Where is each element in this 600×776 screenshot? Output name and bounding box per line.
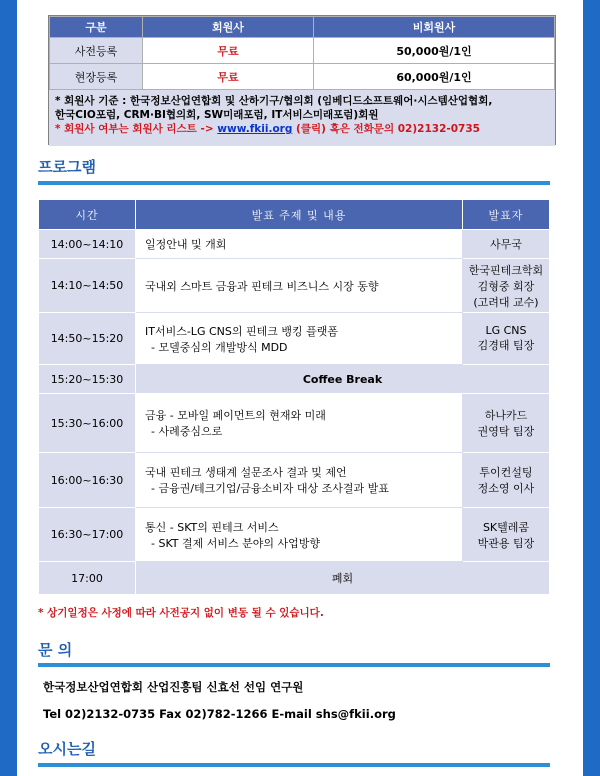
fee-row [50,64,555,90]
directions-title-underline [38,763,550,767]
session-speaker [463,259,550,313]
fee-member-price: 무료 [143,64,314,90]
fee-table-box [48,15,556,145]
speaker-line: 정소영 이사 [477,482,535,495]
speaker-line: 사무국 [490,238,522,251]
page-content [17,0,583,776]
speaker-line: 권영탁 팀장 [477,425,535,438]
table-row [39,259,550,313]
session-topic-sub: - 금융권/테크기업/금융소비자 대상 조사결과 발표 [151,482,389,495]
fee-member-price: 무료 [143,38,314,64]
table-row [39,365,550,394]
session-topic-sub: - 모델중심의 개발방식 MDD [151,340,288,354]
fee-table [49,16,555,90]
table-row [39,508,550,562]
fee-note-line: * 회원사 기준 : 한국정보산업연합회 및 산하기구/협의회 (임베디드소프트웨어·시스템산업협회, [55,95,493,107]
table-row [39,453,550,508]
session-speaker [463,230,550,259]
session-speaker [463,313,550,365]
session-topic-title: 일정안내 및 개회 [145,238,227,251]
program-title: 프로그램 [38,158,96,176]
fee-row-label: 사전등록 [50,38,143,64]
speaker-line: 김형중 회장 [477,279,535,293]
fee-header-category: 구분 [50,17,143,38]
fee-note-member-check [55,122,549,136]
session-time: 14:10~14:50 [39,259,136,313]
table-row [39,230,550,259]
session-topic [136,453,463,508]
session-time: 14:50~15:20 [39,313,136,365]
table-row [39,394,550,453]
session-topic [136,313,463,365]
inquiry-title-underline [38,663,550,667]
fee-note [49,90,555,146]
session-time: 15:30~16:00 [39,394,136,453]
session-speaker [463,453,550,508]
program-table [38,199,550,595]
fee-note-suffix: (클릭) 혹은 전화문의 02)2132-0735 [292,123,480,135]
session-topic [136,394,463,453]
session-time: 15:20~15:30 [39,365,136,394]
speaker-line: 박관용 팀장 [477,536,535,550]
coffee-break: Coffee Break [136,365,550,394]
fee-note-prefix: * 회원사 여부는 회원사 리스트 -> [55,123,218,135]
inquiry-title: 문 의 [38,641,73,659]
speaker-line: (고려대 교수) [473,295,539,309]
session-topic-title: 통신 - SKT의 핀테크 서비스 [145,520,279,534]
table-row [39,313,550,365]
speaker-line: 투이컨설팅 [479,466,533,479]
session-speaker [463,508,550,562]
session-topic [136,230,463,259]
session-topic-sub: - SKT 결제 서비스 분야의 사업방향 [151,536,321,550]
fee-note-line: 한국CIO포럼, CRM·BI협의회, SW미래포럼, IT서비스미래포럼)회원 [55,109,379,121]
session-topic-title: IT서비스-LG CNS의 핀테크 뱅킹 플랫폼 [145,324,338,338]
fkii-link[interactable]: www.fkii.org [217,123,293,135]
session-topic-title: 국내 핀테크 생태계 설문조사 결과 및 제언 [145,466,347,479]
program-header-topic: 발표 주제 및 내용 [136,200,463,230]
session-topic [136,508,463,562]
left-frame-border [0,0,17,776]
fee-row-label: 현장등록 [50,64,143,90]
right-frame-border [583,0,600,776]
inquiry-contact-info: Tel 02)2132-0735 Fax 02)782-1266 E-mail shs@fkii.org [43,707,396,721]
fee-nonmember-price: 60,000원/1인 [314,64,555,90]
session-time: 17:00 [39,562,136,595]
speaker-line: 하나카드 [484,409,528,422]
session-time: 14:00~14:10 [39,230,136,259]
program-header-speaker: 발표자 [463,200,550,230]
session-topic [136,259,463,313]
program-title-underline [38,181,550,185]
speaker-line: LG CNS [485,324,527,337]
directions-title: 오시는길 [38,740,96,758]
session-topic-title: 국내외 스마트 금융과 핀테크 비즈니스 시장 동향 [145,279,379,293]
speaker-line: 한국핀테크학회 [468,263,544,277]
session-topic-sub: - 사례중심으로 [151,425,223,438]
schedule-change-notice: * 상기일정은 사정에 따라 사전공지 없이 변동 될 수 있습니다. [38,607,324,619]
closing: 폐회 [136,562,550,595]
fee-header-nonmember: 비회원사 [314,17,555,38]
inquiry-contact-person: 한국정보산업연합회 산업진흥팀 신효선 선임 연구원 [43,680,304,694]
speaker-line: 김경태 팀장 [477,339,535,352]
fee-row [50,38,555,64]
table-row [39,562,550,595]
session-topic-title: 금융 - 모바일 페이먼트의 현재와 미래 [145,409,326,422]
fee-header-member: 회원사 [143,17,314,38]
speaker-line: SK텔레콤 [482,520,530,534]
fee-nonmember-price: 50,000원/1인 [314,38,555,64]
session-speaker [463,394,550,453]
session-time: 16:30~17:00 [39,508,136,562]
session-time: 16:00~16:30 [39,453,136,508]
program-header-time: 시간 [39,200,136,230]
